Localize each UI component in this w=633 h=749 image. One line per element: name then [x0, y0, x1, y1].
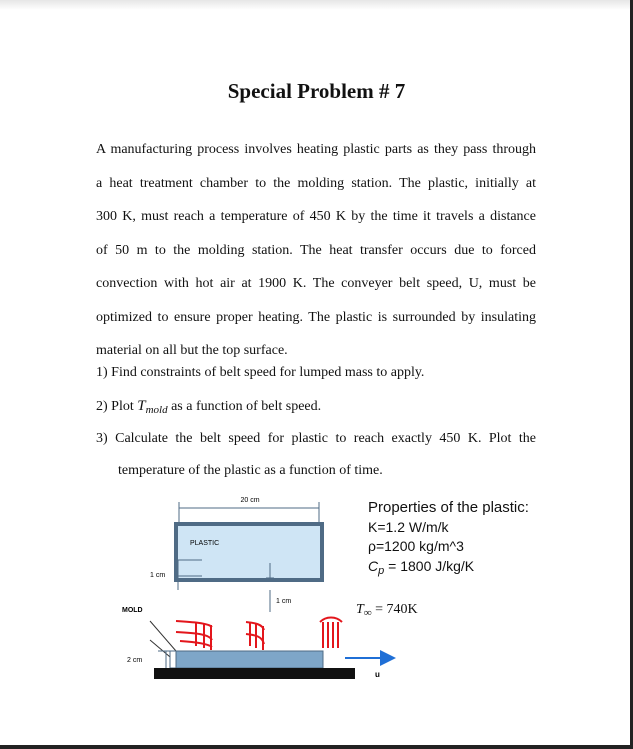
side-dimension-label: 1 cm [150, 572, 166, 579]
statement-line: convection with hot air at 1900 K. The conveyer belt speed, U, must be [96, 276, 536, 291]
question-3-continuation: temperature of the plastic as a function of time. [118, 463, 383, 478]
cp-symbol: C [368, 557, 379, 574]
plastic-block [176, 524, 322, 580]
statement-line: optimized to ensure proper heating. The plastic is surrounded by insulating [96, 309, 536, 325]
statement-line: a heat treatment chamber to the molding station. The plastic, initially at [96, 175, 536, 191]
property-k: K=1.2 W/m/k [368, 518, 449, 535]
cp-subscript: p [378, 564, 385, 577]
t-mold-subscript: mold [145, 404, 168, 416]
plastic-label: PLASTIC [190, 540, 220, 547]
belt-velocity-label: u [375, 670, 380, 679]
question-1: 1) Find constraints of belt speed for lumped mass to apply. [96, 365, 425, 380]
mold-end-cap [170, 651, 176, 668]
statement-line: of 50 m to the molding station. The heat transfer occurs due to forced [96, 242, 536, 258]
statement-line: 300 K, must reach a temperature of 450 K by the time it travels a distance [96, 209, 536, 224]
property-rho: ρ=1200 kg/m^3 [368, 538, 464, 554]
question-3: 3) Calculate the belt speed for plastic to reach exactly 450 K. Plot the [96, 431, 536, 446]
width-dimension-label: 20 cm [240, 497, 260, 504]
question-2-suffix: as a function of belt speed. [171, 399, 322, 414]
bottom-dimension-label: 1 cm [276, 598, 292, 605]
mold-block [176, 651, 323, 668]
hot-air-arrow-group [320, 618, 342, 649]
t-mold-letter: T [137, 398, 146, 414]
cp-value: = 1800 J/kg/K [384, 557, 475, 574]
statement-line: A manufacturing process involves heating plastic parts as they pass through [96, 142, 536, 157]
hot-air-arrow-group [246, 622, 264, 650]
mold-pointer [150, 621, 176, 651]
hot-air-arrow-group [176, 621, 212, 650]
mold-label: MOLD [122, 607, 143, 614]
t-inf-subscript: ∞ [363, 607, 372, 619]
mold-dimension [127, 651, 176, 670]
conveyor-belt [154, 668, 355, 679]
mold-dimension-label: 2 cm [127, 657, 143, 664]
properties-title: Properties of the plastic: [368, 499, 529, 516]
question-2-prefix: 2) Plot [96, 399, 134, 414]
t-inf-value: = 740K [371, 602, 418, 617]
statement-line: material on all but the top surface. [96, 343, 288, 358]
convection-arrows [176, 618, 342, 651]
width-dimension [179, 497, 319, 526]
t-inf-symbol: T [356, 602, 364, 617]
page-title: Special Problem # 7 [227, 79, 406, 103]
